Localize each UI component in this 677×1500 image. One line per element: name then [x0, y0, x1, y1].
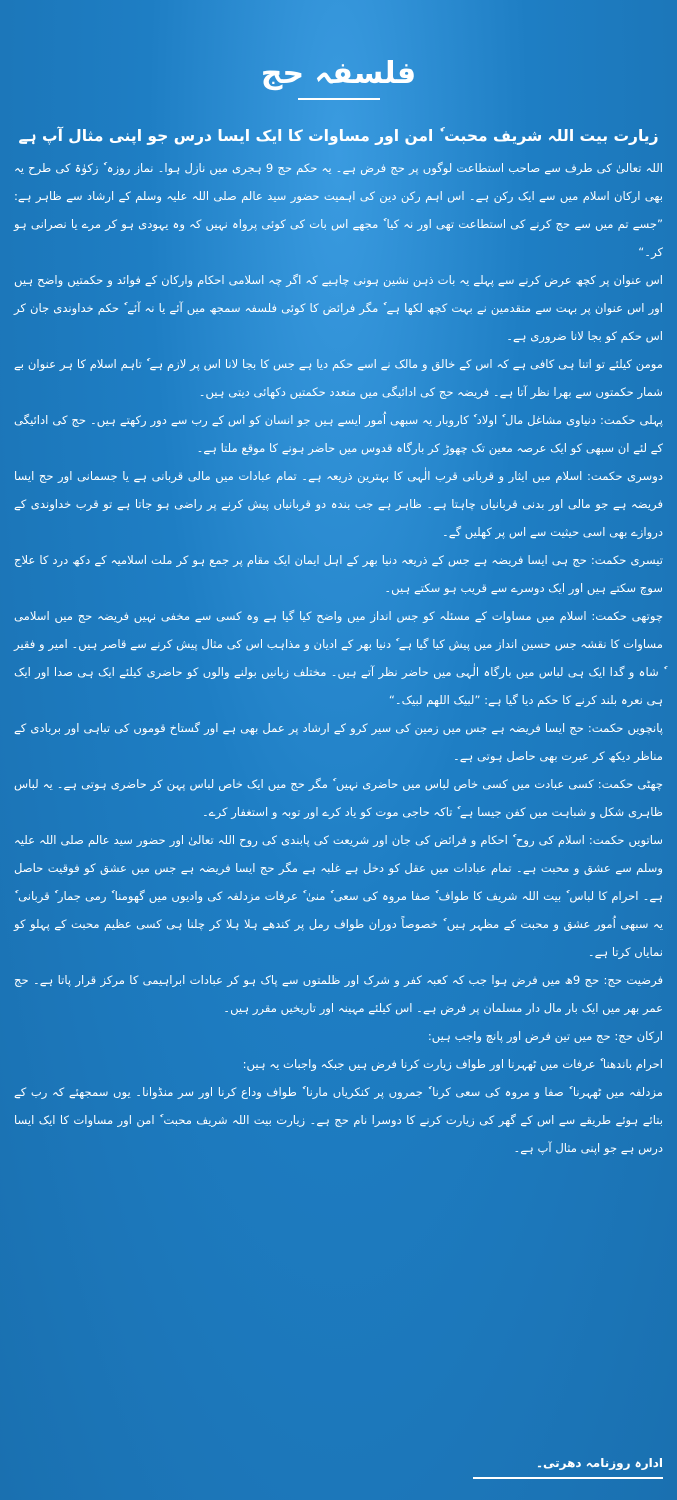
source-credit: ادارہ روزنامہ دھرتی۔ — [535, 1456, 663, 1470]
paragraph: ارکان حج: حج میں تین فرض اور پانچ واجب ہیں: — [427, 1029, 663, 1043]
paragraph: فرضیت حج: حج 9ھ میں فرض ہوا جب کہ کعبہ کفر و شرک اور ظلمتوں سے پاک ہو کر عبادات ابراہیمی کا مرکز قرار پاتا ہے۔ حج عمر بھر میں ایک بار مال دار مسلمان پر فرض ہے۔ اس کیلئے مہینہ اور تاریخیں مقرر ہیں۔ — [14, 973, 664, 1015]
paragraph: چوتھی حکمت: اسلام میں مساوات کے مسئلہ کو جس انداز میں واضح کیا گیا ہے وہ کسی سے مخفی نہیں فریضہ حج میں اسلامی مساوات کا نقشہ جس حسین انداز میں پیش کیا گیا ہے ٗ دنیا بھر کے ادیان و مذاہب اس کی مثال پیش کرنے سے قاصر ہیں۔ امیر و فقیر ٗ شاہ و گدا ایک ہی لباس میں بارگاہ الٰہی میں حاضر نظر آتے ہیں۔ مختلف زبانیں بولنے والوں کو حاضری کیلئے ایک ہی صدا اور ایک ہی نعرہ بلند کرنے کا حکم دیا گیا ہے: ”لبیک اللھم لبیک۔“ — [14, 609, 663, 707]
paragraph: چھٹی حکمت: کسی عبادت میں کسی خاص لباس میں حاضری نہیں ٗ مگر حج میں ایک خاص لباس پہن کر حاضری ہوتی ہے۔ یہ لباس ظاہری شکل و شباہت میں کفن جیسا ہے ٗ تاکہ حاجی موت کو یاد کرے اور توبہ و استغفار کرے۔ — [14, 777, 663, 819]
paragraph: مومن کیلئے تو اتنا ہی کافی ہے کہ اس کے خالق و مالک نے اسے حکم دیا ہے جس کا بجا لانا اس پر لازم ہے ٗ تاہم اسلام کا ہر عنوان بے شمار حکمتوں سے بھرا نظر آتا ہے۔ فریضہ حج کی ادائیگی میں متعدد حکمتیں دکھائی دیتی ہیں۔ — [14, 357, 663, 399]
paragraph: پہلی حکمت: دنیاوی مشاغل مال ٗ اولاد ٗ کاروبار یہ سبھی اُمور ایسے ہیں جو انسان کو اس کے رب سے دور رکھتے ہیں۔ حج کی ادائیگی کے لئے ان سبھی کو ایک عرصہ معین تک چھوڑ کر بارگاہ قدوس میں حاضر ہونے کا موقع ملتا ہے۔ — [14, 413, 663, 455]
paragraph: دوسری حکمت: اسلام میں ایثار و قربانی قرب الٰہی کا بہترین ذریعہ ہے۔ تمام عبادات میں مالی قربانی ہے یا جسمانی اور حج ایسا فریضہ ہے جو مالی اور بدنی قربانیاں چاہتا ہے۔ ظاہر ہے جب بندہ دو قربانیاں پیش کرنے پر راضی ہو جاتا ہے تو قرب خداوندی کے دروازے بھی اسی حیثیت سے اس پر کھلیں گے۔ — [14, 469, 663, 539]
paragraph: احرام باندھنا ٗ عرفات میں ٹھہرنا اور طواف زیارت کرنا فرض ہیں جبکہ واجبات یہ ہیں: — [242, 1057, 663, 1071]
article-body — [14, 154, 663, 1162]
paragraph: اللہ تعالیٰ کی طرف سے صاحب استطاعت لوگوں پر حج فرض ہے۔ یہ حکم حج 9 ہجری میں نازل ہوا۔ نماز روزہ ٗ زکوٰۃ کی طرح یہ بھی ارکان اسلام میں سے ایک رکن ہے۔ اس اہم رکن دین کی اہمیت حضور سید عالم صلی اللہ علیہ وسلم کے ارشاد سے ظاہر ہے: ”جسے تم میں سے حج کرنے کی استطاعت تھی اور نہ کیا ٗ مجھے اس بات کی کوئی پرواہ نہیں کہ وہ یہودی ہو کر مرے یا نصرانی ہو کر۔“ — [14, 161, 663, 259]
article-headline: زیارت بیت اللہ شریف محبت ٗ امن اور مساوات کا ایک ایسا درس جو اپنی مثال آپ ہے — [18, 127, 659, 145]
page-title: فلسفہ حج — [260, 56, 417, 91]
paragraph: اس عنوان پر کچھ عرض کرنے سے پہلے یہ بات ذہن نشین ہونی چاہیے کہ اگر چہ اسلامی احکام وارکان کے فوائد و حکمتیں واضح ہیں اور اس عنوان پر بہت سے متقدمین نے بہت کچھ لکھا ہے ٗ مگر فرائض کا کوئی فلسفہ سمجھ میں آئے یا نہ آئے ٗ حکم خداوندی جان کر اس حکم کو بجا لانا ضروری ہے۔ — [14, 273, 663, 343]
paragraph: ساتویں حکمت: اسلام کی روح ٗ احکام و فرائض کی جان اور شریعت کی پابندی کی روح اللہ تعالیٰ اور حضور سید عالم صلی اللہ علیہ وسلم سے عشق و محبت ہے۔ تمام عبادات میں عقل کو دخل ہے غلبہ ہے مگر حج ایسا فریضہ ہے جس میں عشق کو فوقیت حاصل ہے۔ احرام کا لباس ٗ بیت اللہ شریف کا طواف ٗ صفا مروہ کی سعی ٗ منیٰ ٗ عرفات مزدلفہ کی وادیوں میں گھومنا ٗ رمی جمار ٗ قربانی ٗ یہ سبھی اُمور عشق و محبت کے مظہر ہیں ٗ خصوصاً دوران طواف رمل پر کندھے ہلا ہلا کر چلنا ہی کسی عظیم محبت کے پہلو کو نمایاں کرتا ہے۔ — [14, 833, 663, 959]
article-footer — [14, 1452, 663, 1479]
paragraph: تیسری حکمت: حج ہی ایسا فریضہ ہے جس کے ذریعہ دنیا بھر کے اہل ایمان ایک مقام پر جمع ہو کر ملت اسلامیہ کے دکھ درد کا علاج سوچ سکتے ہیں اور ایک دوسرے سے قریب ہو سکتے ہیں۔ — [14, 553, 663, 595]
paragraph: مزدلفہ میں ٹھہرنا ٗ صفا و مروہ کی سعی کرنا ٗ جمروں پر کنکریاں مارنا ٗ طواف وداع کرنا اور سر منڈوانا۔ یوں سمجھئے کہ رب کے بتائے ہوئے طریقے سے اس کے گھر کی زیارت کرنے کا دوسرا نام حج ہے۔ زیارت بیت اللہ شریف محبت ٗ امن اور مساوات کا ایک ایسا درس ہے جو اپنی مثال آپ ہے۔ — [14, 1085, 663, 1155]
footer-underline — [473, 1477, 663, 1479]
paragraph: پانچویں حکمت: حج ایسا فریضہ ہے جس میں زمین کی سیر کرو کے ارشاد پر عمل بھی ہے اور گستاخ قوموں کی تباہی اور بربادی کے مناظر دیکھ کر عبرت بھی حاصل ہوتی ہے۔ — [14, 721, 663, 763]
title-underline — [298, 98, 380, 100]
title-block — [14, 0, 663, 102]
